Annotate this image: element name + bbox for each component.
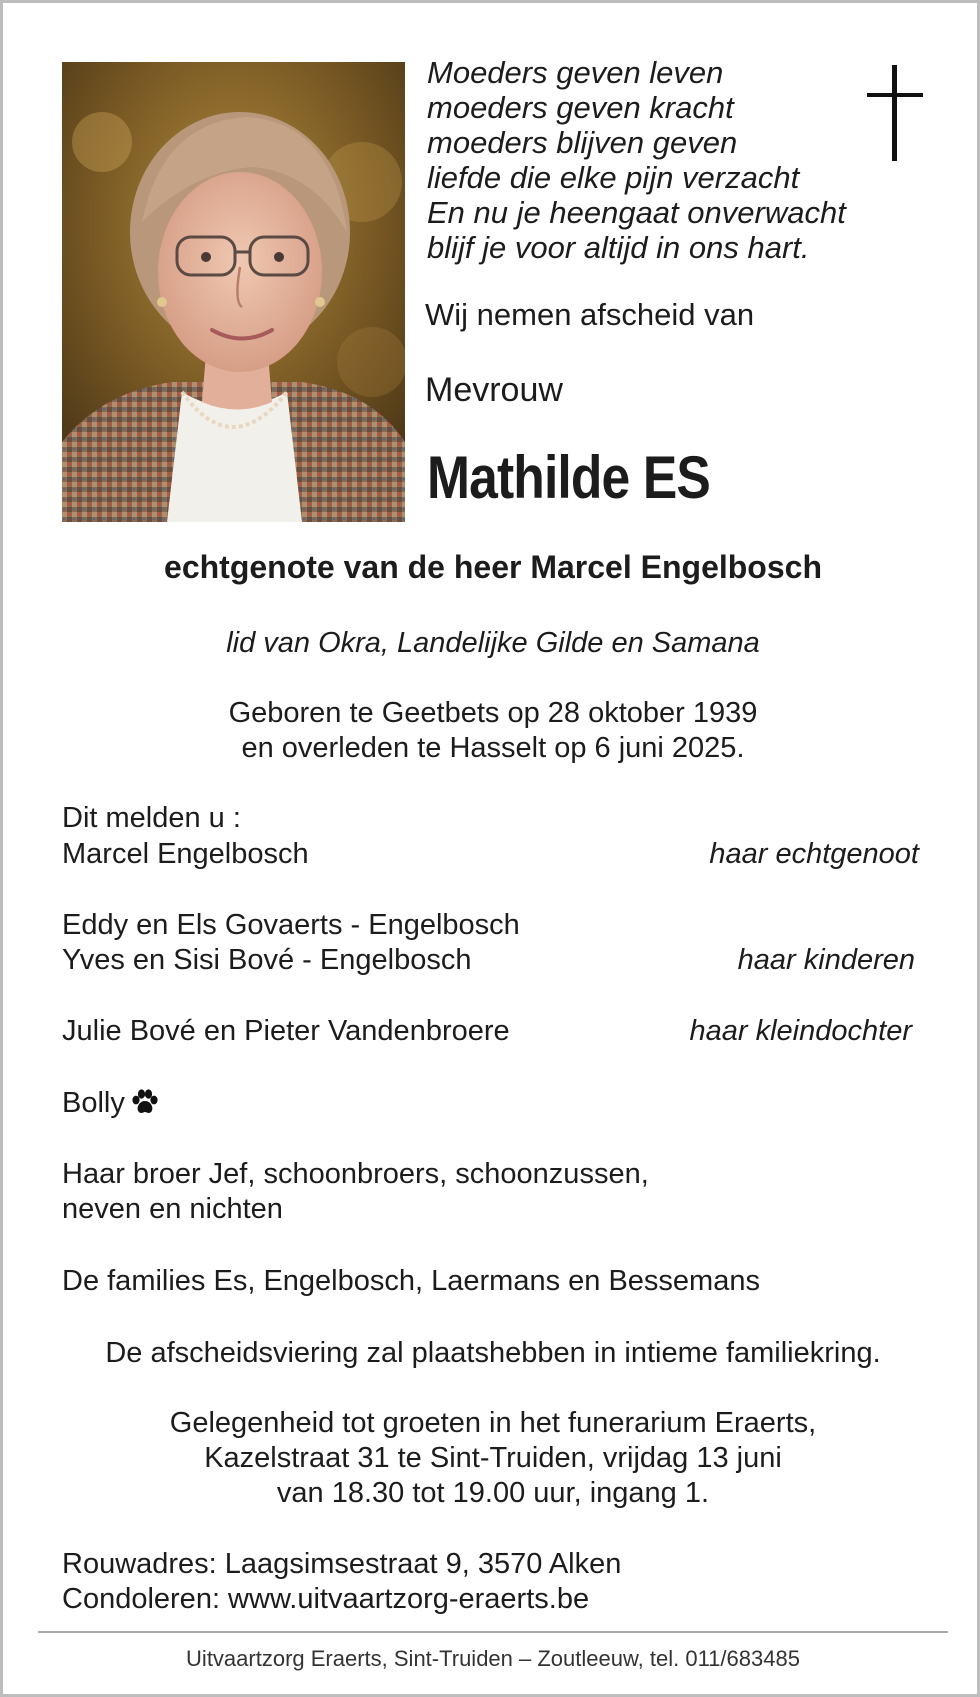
ceremony-text: De afscheidsviering zal plaatshebben in intieme familiekring.: [105, 1337, 881, 1369]
child-line: Yves en Sisi Bové - Engelbosch: [62, 944, 472, 976]
relatives-line: Haar broer Jef, schoonbroers, schoonzussen,: [62, 1158, 649, 1190]
birth-line: Geboren te Geetbets op 28 oktober 1939: [228, 697, 758, 729]
granddaughter-name: Julie Bové en Pieter Vandenbroere: [62, 1015, 510, 1047]
honorific: Mevrouw: [425, 371, 563, 409]
condolence-link[interactable]: Condoleren: www.uitvaartzorg-eraerts.be: [62, 1583, 590, 1615]
death-line: en overleden te Hasselt op 6 juni 2025.: [241, 732, 745, 764]
granddaughter-role: haar kleindochter: [689, 1015, 912, 1047]
greeting-line: Gelegenheid tot groeten in het funerarium Eraerts,: [169, 1407, 817, 1439]
greeting-line: van 18.30 tot 19.00 uur, ingang 1.: [276, 1477, 710, 1509]
pet-line: [62, 1086, 159, 1121]
poem-line: En nu je heengaat onverwacht: [427, 195, 846, 230]
announce-label: Dit melden u :: [62, 802, 241, 834]
life-dates: [3, 696, 980, 766]
spouse-line: echtgenote van de heer Marcel Engelbosch: [164, 549, 822, 585]
child-line: Eddy en Els Govaerts - Engelbosch: [62, 909, 520, 941]
poem-line: moeders geven kracht: [427, 90, 734, 125]
portrait-photo: [62, 62, 405, 522]
membership-line: lid van Okra, Landelijke Gilde en Samana: [226, 627, 760, 659]
mourning-address: Rouwadres: Laagsimsestraat 9, 3570 Alken: [62, 1548, 622, 1580]
relatives-line: neven en nichten: [62, 1193, 283, 1225]
footer-text: Uitvaartzorg Eraerts, Sint-Truiden – Zoutleeuw, tel. 011/683485: [186, 1646, 800, 1671]
deceased-name: Mathilde ES: [427, 444, 710, 511]
poem-line: liefde die elke pijn verzacht: [427, 160, 800, 195]
spouse-role: haar echtgenoot: [709, 838, 919, 870]
cross-icon: [867, 65, 923, 161]
pet-name: Bolly: [62, 1087, 125, 1119]
families-line: De families Es, Engelbosch, Laermans en Bessemans: [62, 1265, 760, 1297]
children-role: haar kinderen: [737, 944, 915, 976]
intro-text: Wij nemen afscheid van: [425, 297, 755, 332]
footer-divider: [38, 1631, 948, 1633]
greeting-info: [3, 1406, 980, 1511]
poem-line: moeders blijven geven: [427, 125, 738, 160]
spouse-name: Marcel Engelbosch: [62, 838, 309, 870]
poem-line: blijf je voor altijd in ons hart.: [427, 230, 810, 265]
poem: [427, 55, 847, 265]
poem-line: Moeders geven leven: [427, 55, 724, 90]
greeting-line: Kazelstraat 31 te Sint-Truiden, vrijdag 13 juni: [204, 1442, 782, 1474]
paw-icon: [131, 1089, 159, 1115]
